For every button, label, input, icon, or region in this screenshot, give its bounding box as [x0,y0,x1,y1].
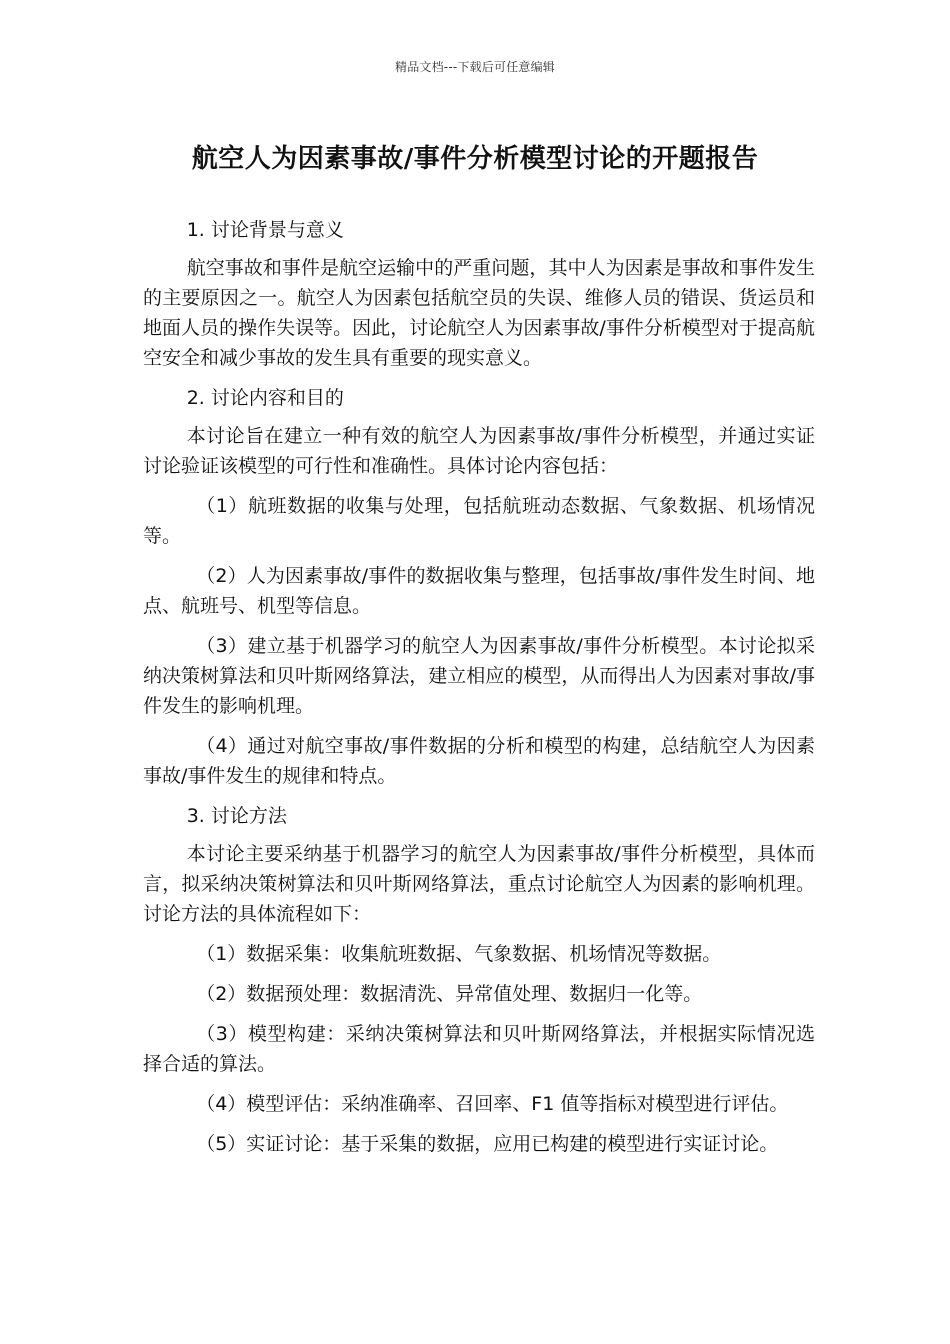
header-note: 精品文档---下载后可任意编辑 [395,60,555,74]
method-step-3: （3）模型构建：采纳决策树算法和贝叶斯网络算法，并根据实际情况选择合适的算法。 [143,1023,815,1075]
section-heading-method: 3. 讨论方法 [186,805,287,827]
method-step-4: （4）模型评估：采纳准确率、召回率、F1 值等指标对模型进行评估。 [196,1093,789,1115]
section-heading-background: 1. 讨论背景与意义 [186,219,344,241]
content-item-2: （2）人为因素事故/事件的数据收集与整理，包括事故/事件发生时间、地点、航班号、机型等信息。 [143,565,815,617]
method-step-2: （2）数据预处理：数据清洗、异常值处理、数据归一化等。 [196,983,703,1005]
paragraph-method-intro: 本讨论主要采纳基于机器学习的航空人为因素事故/事件分析模型，具体而言，拟采纳决策树算法和贝叶斯网络算法，重点讨论航空人为因素的影响机理。讨论方法的具体流程如下： [143,843,815,925]
method-step-1: （1）数据采集：收集航班数据、气象数据、机场情况等数据。 [196,943,722,965]
method-step-5: （5）实证讨论：基于采集的数据，应用已构建的模型进行实证讨论。 [196,1133,779,1155]
content-item-1: （1）航班数据的收集与处理，包括航班动态数据、气象数据、机场情况等。 [143,495,815,547]
section-heading-content: 2. 讨论内容和目的 [186,387,344,409]
content-item-4: （4）通过对航空事故/事件数据的分析和模型的构建，总结航空人为因素事故/事件发生的规律和特点。 [143,735,815,787]
paragraph-background: 航空事故和事件是航空运输中的严重问题，其中人为因素是事故和事件发生的主要原因之一。航空人为因素包括航空员的失误、维修人员的错误、货运员和地面人员的操作失误等。因此，讨论航空人为因素事故/事件分析模型对于提高航空安全和减少事故的发生具有重要的现实意义。 [143,257,815,369]
paragraph-content-intro: 本讨论旨在建立一种有效的航空人为因素事故/事件分析模型，并通过实证讨论验证该模型的可行性和准确性。具体讨论内容包括： [143,425,815,477]
content-item-3: （3）建立基于机器学习的航空人为因素事故/事件分析模型。本讨论拟采纳决策树算法和贝叶斯网络算法，建立相应的模型，从而得出人为因素对事故/事件发生的影响机理。 [143,635,815,717]
document-title: 航空人为因素事故/事件分析模型讨论的开题报告 [191,144,759,174]
document-body [143,215,815,1169]
